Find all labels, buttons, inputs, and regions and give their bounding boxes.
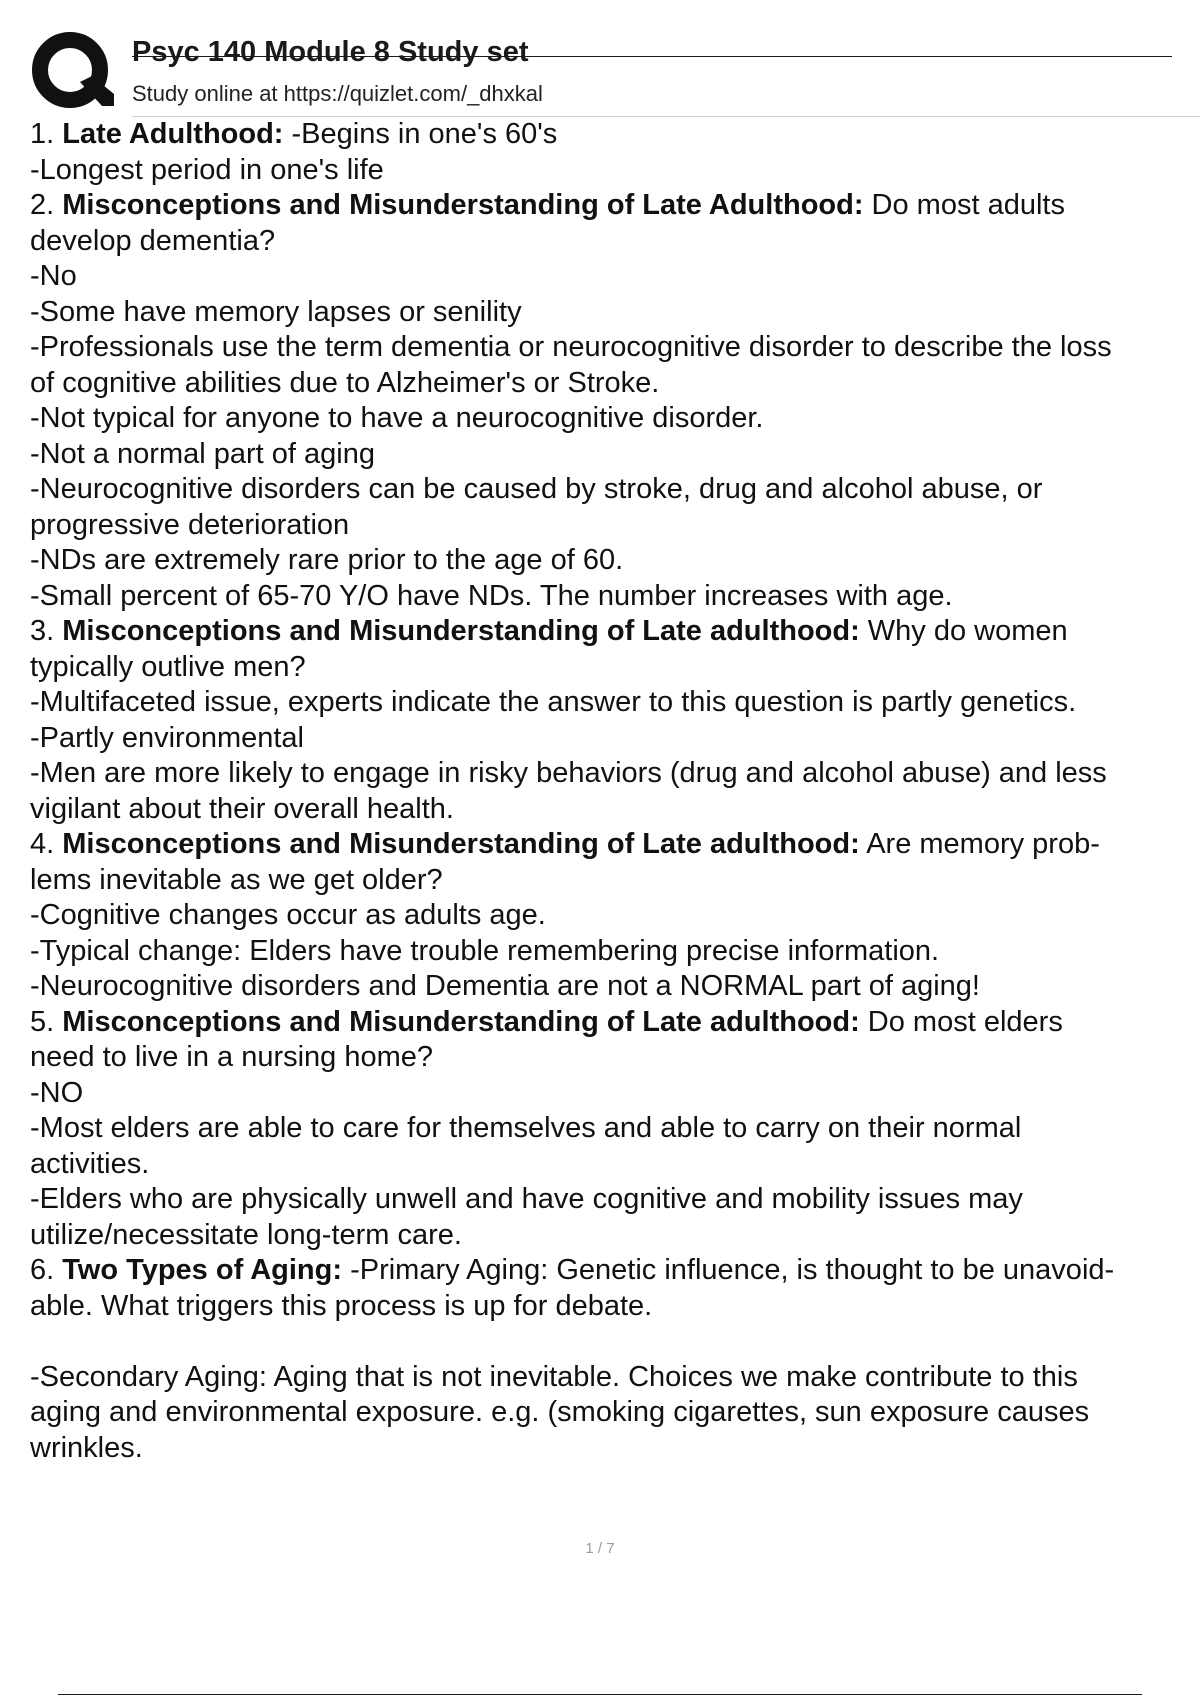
flashcard-term-line xyxy=(30,614,1200,650)
document-header xyxy=(30,30,1200,115)
item-number: 5. xyxy=(30,1005,63,1038)
definition-line xyxy=(30,721,1200,757)
definition-text: -Begins in one's 60's xyxy=(283,118,558,150)
definition-line xyxy=(30,685,1200,721)
footer-rule xyxy=(58,1694,1142,1695)
definition-line xyxy=(30,330,1200,366)
definition-line xyxy=(30,650,1200,686)
definition-text: -Multifaceted issue, experts indicate the answer to this question is partly genetics. xyxy=(30,686,1077,718)
term-label: Late Adulthood: xyxy=(62,118,284,150)
definition-text: -No xyxy=(30,260,77,292)
term-label: Misconceptions and Misunderstanding of Late adulthood: xyxy=(62,1005,860,1038)
item-number: 1. xyxy=(30,118,63,150)
definition-line xyxy=(30,1395,1200,1431)
definition-line xyxy=(30,579,1200,615)
definition-text: develop dementia? xyxy=(30,224,276,257)
definition-text: -Cognitive changes occur as adults age. xyxy=(30,899,546,931)
definition-line xyxy=(30,366,1200,402)
definition-line xyxy=(30,1360,1200,1396)
definition-text: progressive deterioration xyxy=(30,508,350,541)
definition-text: vigilant about their overall health. xyxy=(30,792,454,825)
definition-line xyxy=(30,1324,1200,1360)
page-number: 1 / 7 xyxy=(585,1540,615,1557)
definition-text: activities. xyxy=(30,1147,150,1180)
definition-text: Do most elders xyxy=(859,1005,1063,1038)
definition-line xyxy=(30,472,1200,508)
term-label: Misconceptions and Misunderstanding of Late adulthood: xyxy=(62,828,860,860)
definition-line xyxy=(30,508,1200,544)
definition-line xyxy=(30,863,1200,899)
term-label: Misconceptions and Misunderstanding of Late Adulthood: xyxy=(62,189,864,221)
definition-line xyxy=(30,224,1200,260)
definition-text: -Small percent of 65-70 Y/O have NDs. The number increases with age. xyxy=(30,579,953,612)
flashcard-term-line xyxy=(30,1005,1200,1041)
definition-line xyxy=(30,756,1200,792)
definition-text: -Partly environmental xyxy=(30,721,304,754)
definition-text: -Longest period in one's life xyxy=(30,153,384,186)
definition-text: lems inevitable as we get older? xyxy=(30,863,443,896)
definition-line xyxy=(30,295,1200,331)
definition-line xyxy=(30,969,1200,1005)
study-online-link[interactable]: Study online at https://quizlet.com/_dhxkal xyxy=(132,81,543,106)
definition-text: need to live in a nursing home? xyxy=(30,1041,434,1073)
item-number: 4. xyxy=(30,828,63,860)
definition-line xyxy=(30,898,1200,934)
flashcard-term-line xyxy=(30,117,1200,153)
document-title: Psyc 140 Module 8 Study set xyxy=(132,36,529,68)
item-number: 2. xyxy=(30,189,63,221)
definition-text: utilize/necessitate long-term care. xyxy=(30,1218,462,1251)
item-number: 6. xyxy=(30,1254,63,1286)
definition-text: aging and environmental exposure. e.g. (smoking cigarettes, sun exposure causes xyxy=(30,1396,1090,1428)
definition-line xyxy=(30,437,1200,473)
definition-line xyxy=(30,401,1200,437)
quizlet-q-logo-icon xyxy=(30,30,114,114)
definition-text: -Professionals use the term dementia or neurocognitive disorder to describe the loss xyxy=(30,331,1112,363)
definition-text: -Secondary Aging: Aging that is not inevitable. Choices we make contribute to this xyxy=(30,1360,1078,1393)
definition-text: -Not typical for anyone to have a neurocognitive disorder. xyxy=(30,402,764,434)
definition-text: -Not a normal part of aging xyxy=(30,437,375,470)
definition-line xyxy=(30,1147,1200,1183)
definition-text: -NDs are extremely rare prior to the age of 60. xyxy=(30,544,624,576)
definition-line xyxy=(30,934,1200,970)
definition-line xyxy=(30,792,1200,828)
definition-line xyxy=(30,1289,1200,1325)
definition-line xyxy=(30,1182,1200,1218)
definition-text: -Some have memory lapses or senility xyxy=(30,295,522,328)
flashcard-term-line xyxy=(30,827,1200,863)
definition-line xyxy=(30,153,1200,189)
definition-text: -NO xyxy=(30,1076,84,1109)
flashcard-term-line xyxy=(30,188,1200,224)
definition-text: -Typical change: Elders have trouble remembering precise information. xyxy=(30,934,940,967)
title-strike-rule xyxy=(132,56,1172,57)
flashcard-term-line xyxy=(30,1253,1200,1289)
definition-text: able. What triggers this process is up for debate. xyxy=(30,1289,653,1322)
study-set-content xyxy=(30,117,1200,1466)
definition-text: -Most elders are able to care for themselves and able to carry on their normal xyxy=(30,1112,1022,1144)
definition-text: typically outlive men? xyxy=(30,650,306,683)
definition-text: Why do women xyxy=(859,615,1068,647)
definition-text: -Neurocognitive disorders and Dementia are not a NORMAL part of aging! xyxy=(30,970,980,1002)
definition-text: -Elders who are physically unwell and have cognitive and mobility issues may xyxy=(30,1183,1023,1215)
definition-line xyxy=(30,1040,1200,1076)
definition-line xyxy=(30,1431,1200,1467)
term-label: Misconceptions and Misunderstanding of Late adulthood: xyxy=(62,615,860,647)
term-label: Two Types of Aging: xyxy=(62,1254,343,1286)
definition-text: Are memory prob- xyxy=(859,828,1100,860)
definition-text: Do most adults xyxy=(863,189,1065,221)
definition-line xyxy=(30,1111,1200,1147)
definition-text: -Men are more likely to engage in risky behaviors (drug and alcohol abuse) and less xyxy=(30,757,1107,789)
definition-text: -Primary Aging: Genetic influence, is thought to be unavoid- xyxy=(342,1254,1115,1286)
definition-text: of cognitive abilities due to Alzheimer's or Stroke. xyxy=(30,366,660,399)
definition-line xyxy=(30,1218,1200,1254)
item-number: 3. xyxy=(30,615,63,647)
definition-text: wrinkles. xyxy=(30,1431,143,1464)
definition-line xyxy=(30,259,1200,295)
definition-text: -Neurocognitive disorders can be caused by stroke, drug and alcohol abuse, or xyxy=(30,473,1043,505)
definition-line xyxy=(30,1076,1200,1112)
definition-line xyxy=(30,543,1200,579)
